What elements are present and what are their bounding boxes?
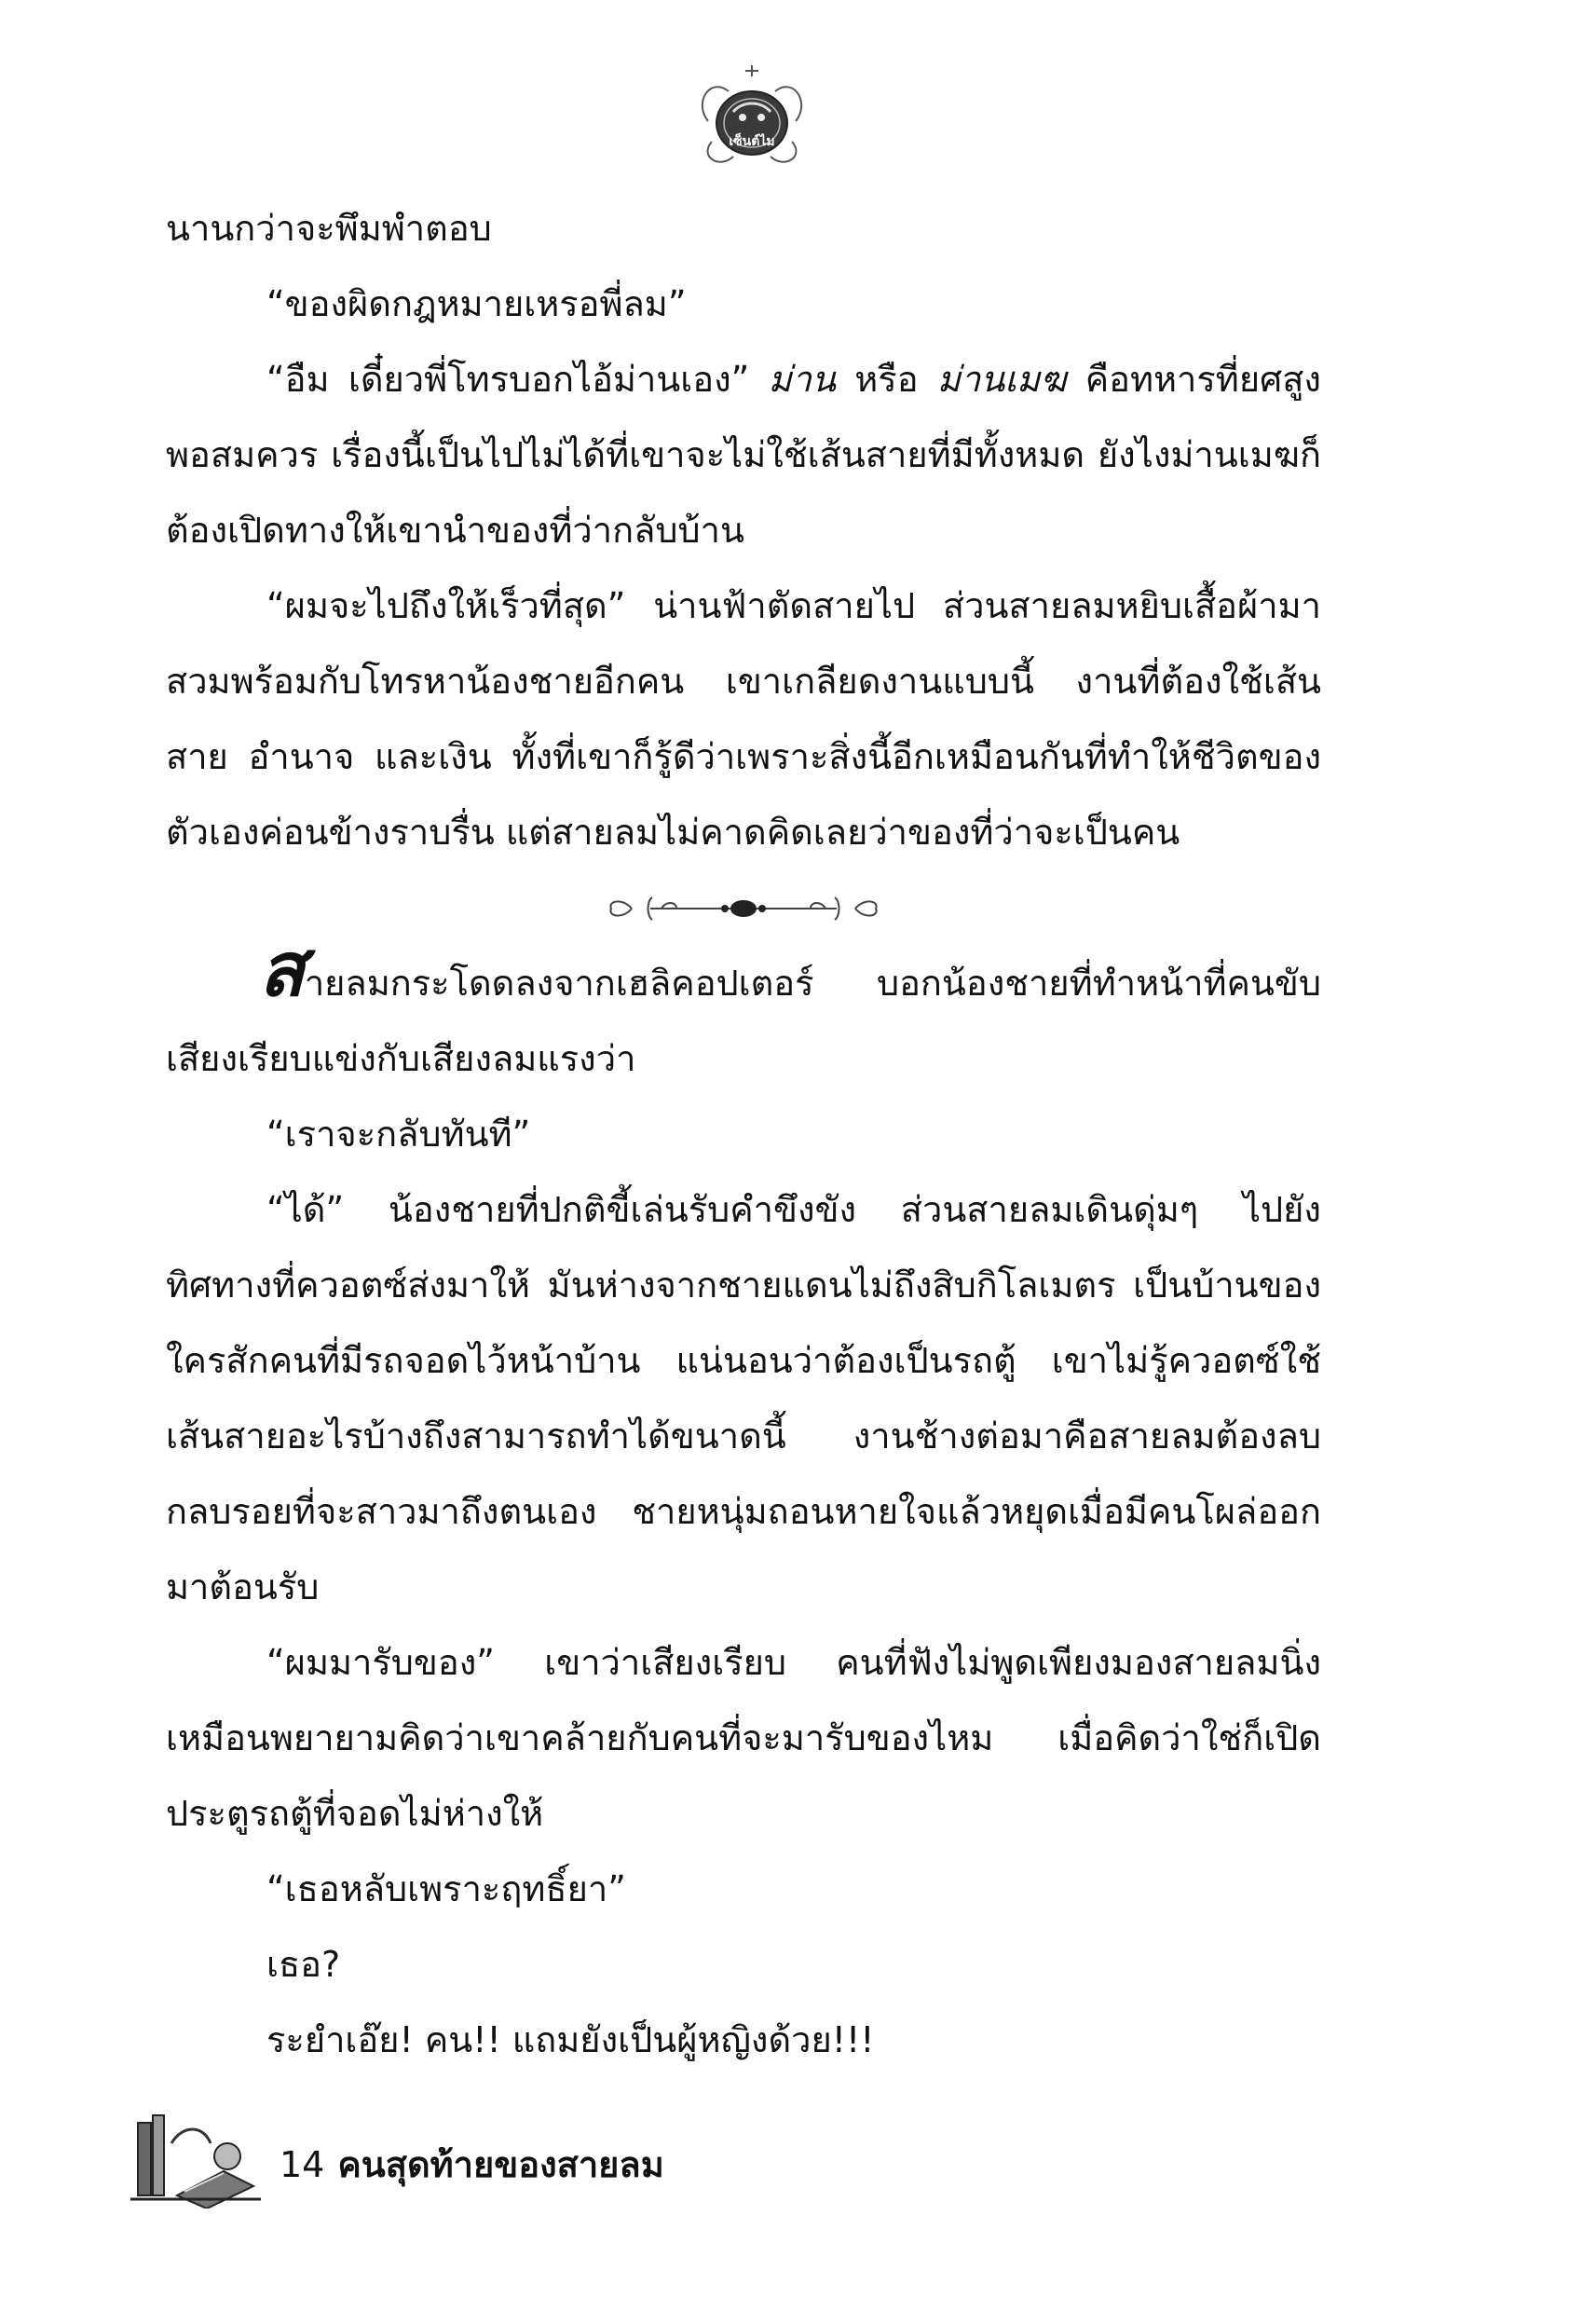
paragraph: ระยำเอ๊ย! คน!! แถมยังเป็นผู้หญิงด้วย!!!: [266, 2019, 875, 2060]
publisher-logo: [691, 56, 812, 177]
italic-name: ม่าน: [768, 359, 836, 400]
paragraph: “ผมจะไปถึงให้เร็วที่สุด” น่านฟ้าตัดสายไป ส่วนสายลมหยิบเสื้อผ้ามาสวมพร้อมกับโทรหาน้องชายอีกคน เขาเกลียดงานแบบนี้ งานที่ต้องใช้เส้นสาย อำนาจ และเงิน ทั้งที่เขาก็รู้ดีว่าเพราะสิ่งนี้อีกเหมือนกันที่ทำให้ชีวิตของตัวเองค่อนข้างราบรื่น แต่สายลมไม่คาดคิดเลยว่าของที่ว่าจะเป็นคน: [166, 585, 1321, 853]
paragraph-text: หรือ: [835, 359, 937, 400]
books-icon: [130, 2106, 261, 2208]
section-divider: [166, 870, 1321, 946]
paragraph: เธอ?: [266, 1944, 341, 1985]
paragraph: “เธอหลับเพราะฤทธิ์ยา”: [266, 1868, 626, 1909]
italic-name: ม่านเมฆ: [936, 359, 1067, 400]
page-number: 14: [280, 2144, 325, 2185]
book-title: คนสุดท้ายของสายลม: [337, 2144, 664, 2185]
paragraph: “ได้” น้องชายที่ปกติขี้เล่นรับคำขึงขัง ส่วนสายลมเดินดุ่มๆ ไปยังทิศทางที่ควอตซ์ส่งมาให้ มันห่างจากชายแดนไม่ถึงสิบกิโลเมตร เป็นบ้านของใครสักคนที่มีรถจอดไว้หน้าบ้าน แน่นอนว่าต้องเป็นรถตู้ เขาไม่รู้ควอตซ์ใช้เส้นสายอะไรบ้างถึงสามารถทำได้ขนาดนี้ งานช้างต่อมาคือสายลมต้องลบกลบรอยที่จะสาวมาถึงตนเอง ชายหนุ่มถอนหายใจแล้วหยุดเมื่อมีคนโผล่ออกมาต้อนรับ: [166, 1189, 1321, 1607]
paragraph-text: ายลมกระโดดลงจากเฮลิคอปเตอร์ บอกน้องชายที่ทำหน้าที่คนขับเสียงเรียบแข่งกับเสียงลมแรงว่า: [166, 963, 1321, 1079]
paragraph: “ของผิดกฎหมายเหรอพี่ลม”: [266, 283, 687, 324]
paragraph: [166, 926, 1321, 1097]
paragraph: นานกว่าจะพึมพำตอบ: [166, 208, 492, 249]
logo-text: เซ็นต์ไม: [729, 134, 775, 149]
page-footer: [280, 2136, 664, 2193]
ornament-icon: [594, 881, 893, 937]
body-text: [166, 191, 1321, 2078]
paragraph-text: “อืม เดี๋ยวพี่โทรบอกไอ้ม่านเอง”: [266, 359, 769, 400]
drop-cap: ส: [259, 926, 305, 1013]
paragraph: “เราจะกลับทันที”: [266, 1114, 531, 1155]
paragraph: [166, 342, 1321, 568]
paragraph: “ผมมารับของ” เขาว่าเสียงเรียบ คนที่ฟังไม่พูดเพียงมองสายลมนิ่งเหมือนพยายามคิดว่าเขาคล้ายกับคนที่จะมารับของไหม เมื่อคิดว่าใช่ก็เปิดประตูรถตู้ที่จอดไม่ห่างให้: [166, 1642, 1321, 1834]
paragraph-text: คือทหารที่ยศสูงพอสมควร เรื่องนี้เป็นไปไม่ได้ที่เขาจะไม่ใช้เส้นสายที่มีทั้งหมด ยังไงม่านเมฆก็ต้องเปิดทางให้เขานำของที่ว่ากลับบ้าน: [166, 359, 1321, 551]
